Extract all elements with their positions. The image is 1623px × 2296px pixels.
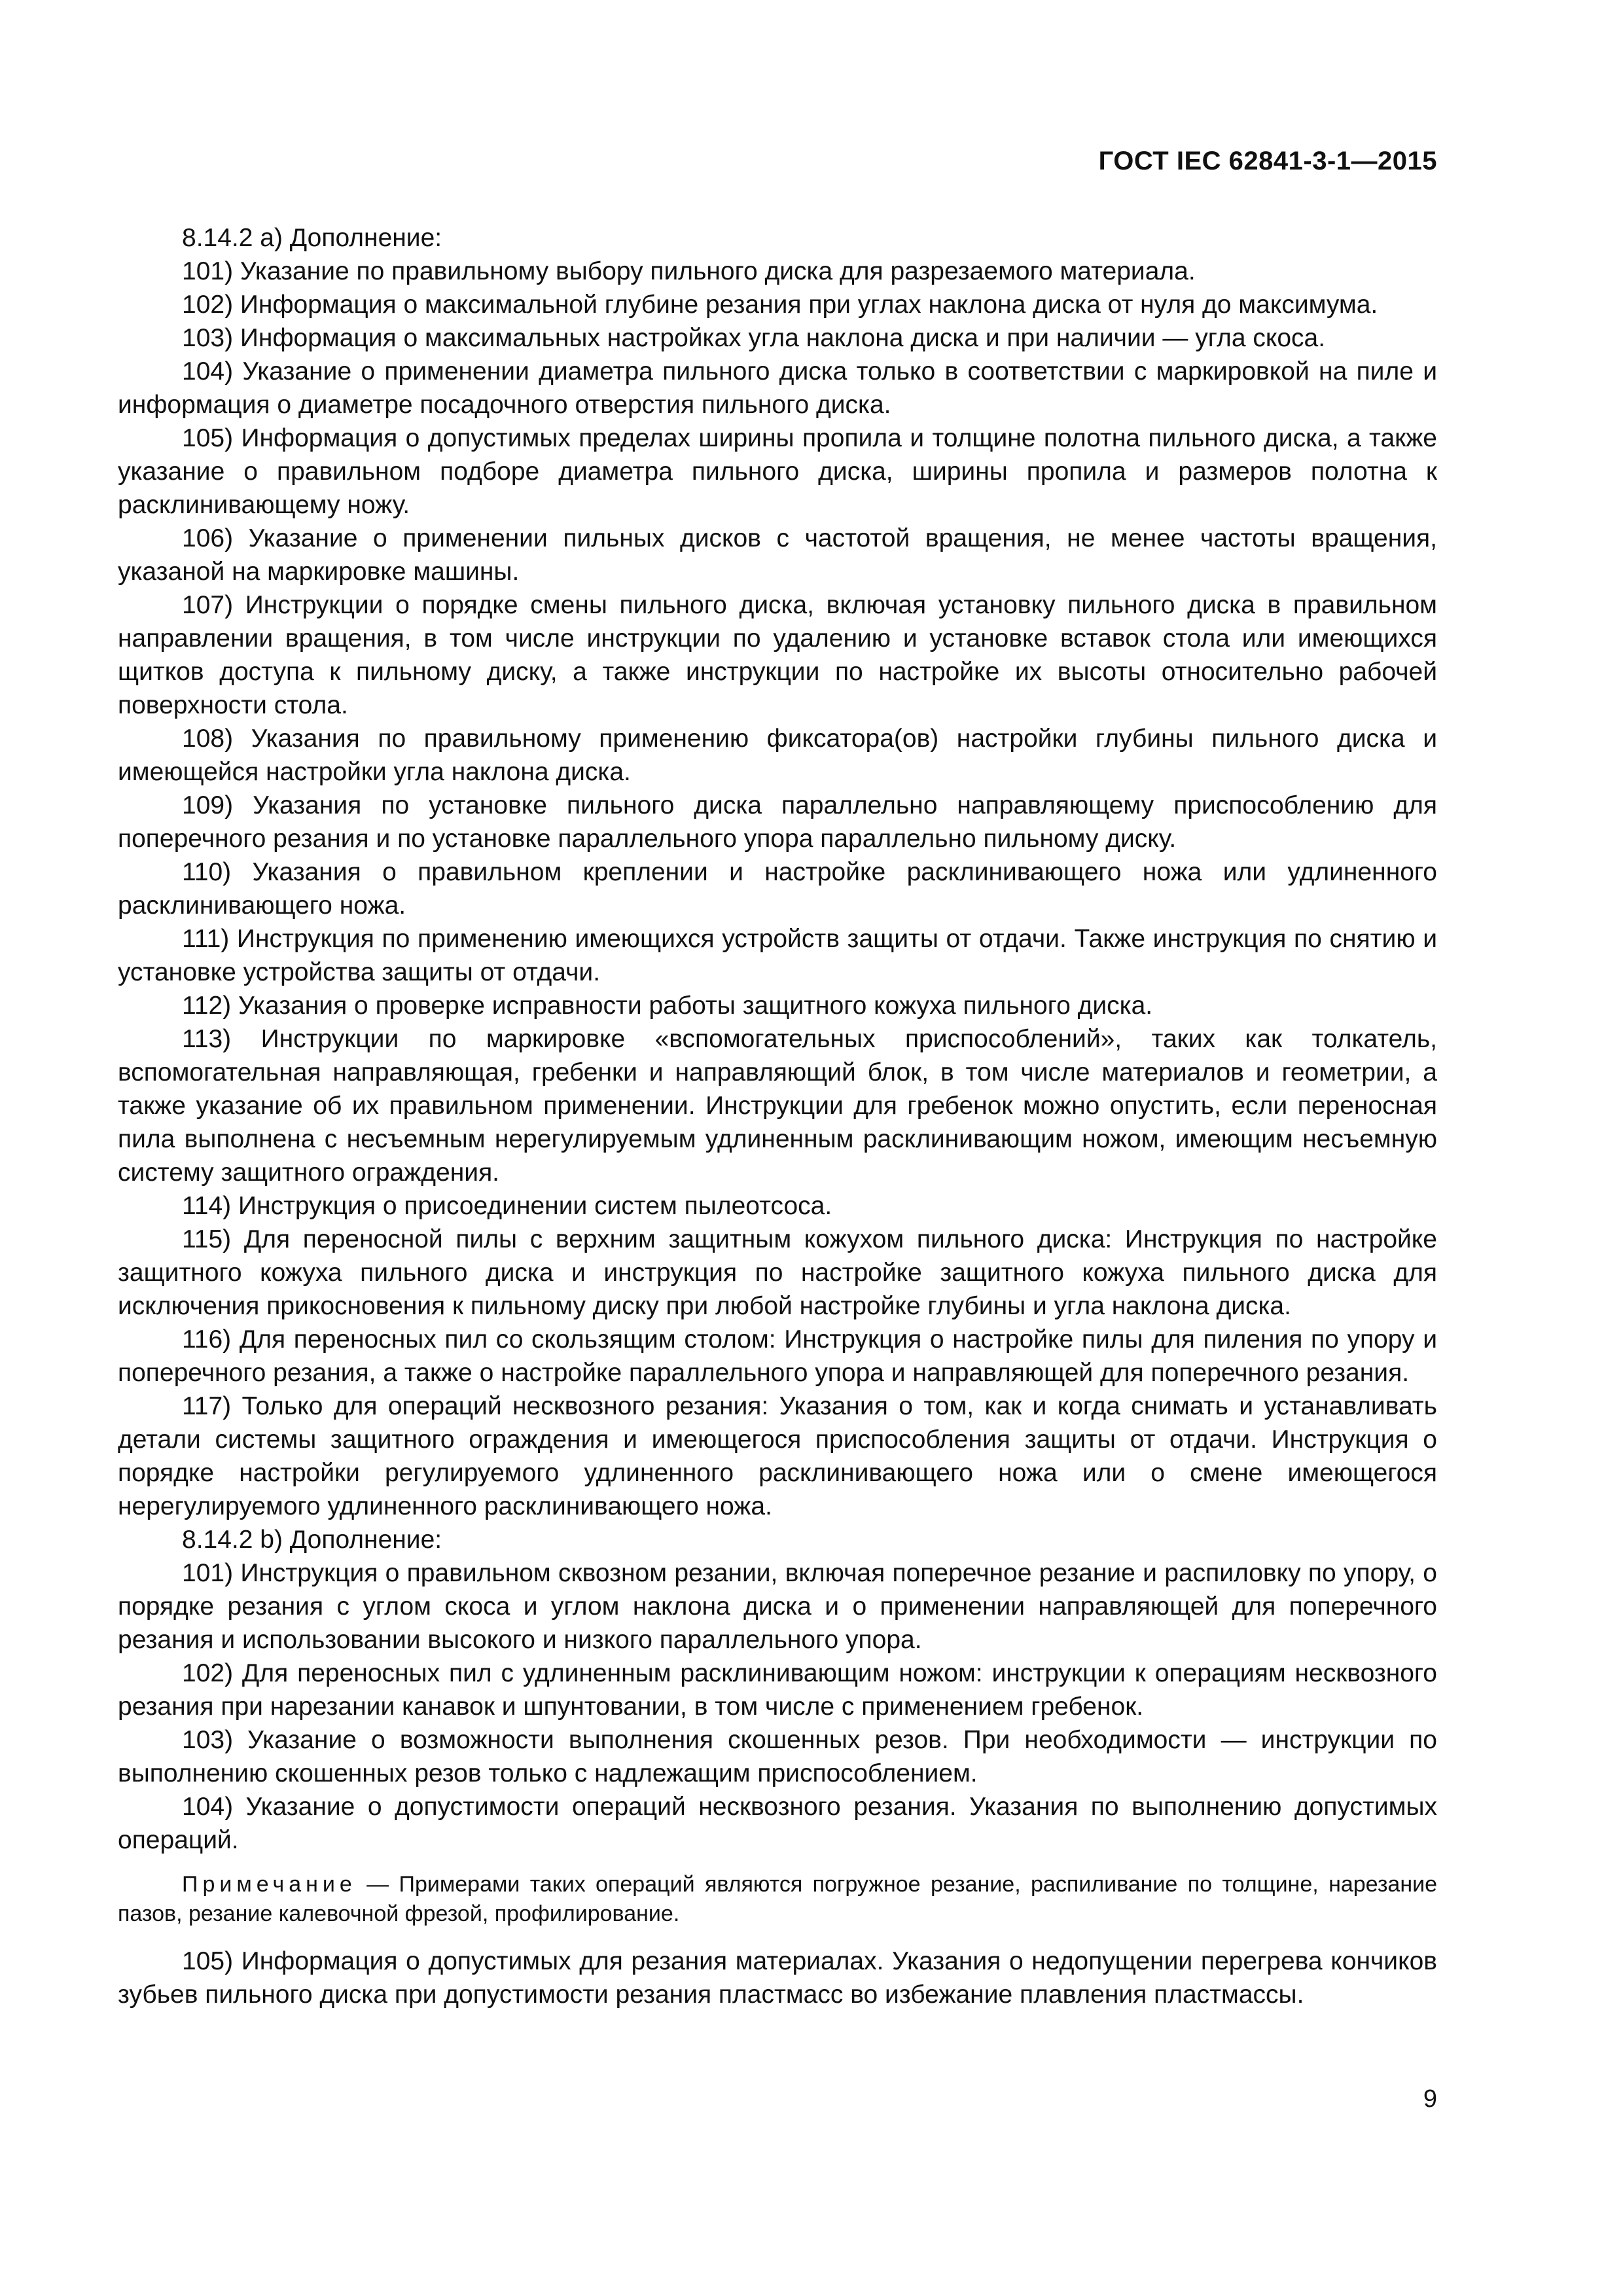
- paragraph: 114) Инструкция о присоединении систем пылеотсоса.: [182, 1192, 832, 1220]
- paragraph: 104) Указание о допустимости операций несквозного резания. Указания по выполнению допустимых операций.: [118, 1793, 1437, 1854]
- paragraph: 103) Информация о максимальных настройках угла наклона диска и при наличии — угла скоса.: [182, 324, 1326, 352]
- page-number: 9: [1423, 2085, 1437, 2113]
- paragraph: 115) Для переносной пилы с верхним защитным кожухом пильного диска: Инструкция по настройке защитного кожуха пильного диска и инструкция по настройке защитного кожуха пильного диска для исключения прикосновения к пильному диску при любой настройке глубины и угла наклона диска.: [118, 1225, 1437, 1320]
- paragraph: 112) Указания о проверке исправности работы защитного кожуха пильного диска.: [182, 992, 1153, 1020]
- section-heading-8-14-2-a: 8.14.2 a) Дополнение:: [182, 224, 442, 252]
- document-header: ГОСТ IEC 62841-3-1—2015: [1098, 147, 1437, 175]
- section-heading-8-14-2-b: 8.14.2 b) Дополнение:: [182, 1526, 442, 1554]
- note: [118, 1870, 1437, 1929]
- paragraph: 106) Указание о применении пильных дисков с частотой вращения, не менее частоты вращения, указаной на маркировке машины.: [118, 524, 1437, 586]
- paragraph: 110) Указания о правильном креплении и настройке расклинивающего ножа или удлиненного расклинивающего ножа.: [118, 858, 1437, 920]
- paragraph: 102) Для переносных пил с удлиненным расклинивающим ножом: инструкции к операциям несквозного резания при нарезании канавок и шпунтовании, в том числе с применением гребенок.: [118, 1659, 1437, 1721]
- paragraph: 105) Информация о допустимых пределах ширины пропила и толщине полотна пильного диска, а также указание о правильном подборе диаметра пильного диска, ширины пропила и размеров полотна к расклинивающему ножу.: [118, 424, 1437, 519]
- note-text: — Примерами таких операций являются погружное резание, распиливание по толщине, нарезание пазов, резание калевочной фрезой, профилирование.: [118, 1872, 1437, 1926]
- paragraph: 116) Для переносных пил со скользящим столом: Инструкция о настройке пилы для пиления по упору и поперечного резания, а также о настройке параллельного упора и направляющей для поперечного резания.: [118, 1325, 1437, 1387]
- paragraph: 108) Указания по правильному применению фиксатора(ов) настройки глубины пильного диска и имеющейся настройки угла наклона диска.: [118, 725, 1437, 786]
- paragraph: 117) Только для операций несквозного резания: Указания о том, как и когда снимать и устанавливать детали системы защитного ограждения и имеющегося приспособления защиты от отдачи. Инструкция о порядке настройки регулируемого удлиненного расклинивающего ножа или о смене имеющегося нерегулируемого удлиненного расклинивающего ножа.: [118, 1392, 1437, 1520]
- paragraph: 103) Указание о возможности выполнения скошенных резов. При необходимости — инструкции по выполнению скошенных резов только с надлежащим приспособлением.: [118, 1726, 1437, 1787]
- paragraph: 104) Указание о применении диаметра пильного диска только в соответствии с маркировкой на пиле и информация о диаметре посадочного отверстия пильного диска.: [118, 357, 1437, 419]
- paragraph: 105) Информация о допустимых для резания материалах. Указания о недопущении перегрева кончиков зубьев пильного диска при допустимости резания пластмасс во избежание плавления пластмассы.: [118, 1947, 1437, 2009]
- paragraph: 113) Инструкции по маркировке «вспомогательных приспособлений», таких как толкатель, вспомогательная направляющая, гребенки и направляющий блок, в том числе материалов и геометрии, а также указание об их правильном применении. Инструкции для гребенок можно опустить, если переносная пила выполнена с несъемным нерегулируемым удлиненным расклинивающим ножом, имеющим несъемную систему защитного ограждения.: [118, 1025, 1437, 1187]
- paragraph: 107) Инструкции о порядке смены пильного диска, включая установку пильного диска в правильном направлении вращения, в том числе инструкции по удалению и установке вставок стола или имеющихся щитков доступа к пильному диску, а также инструкции по настройке их высоты относительно рабочей поверхности стола.: [118, 591, 1437, 719]
- paragraph: 111) Инструкция по применению имеющихся устройств защиты от отдачи. Также инструкция по снятию и установке устройства защиты от отдачи.: [118, 925, 1437, 986]
- document-body: [118, 221, 1437, 2011]
- paragraph: 101) Указание по правильному выбору пильного диска для разрезаемого материала.: [182, 257, 1196, 285]
- paragraph: 109) Указания по установке пильного диска параллельно направляющему приспособлению для поперечного резания и по установке параллельного упора параллельно пильному диску.: [118, 791, 1437, 853]
- note-label: Примечание: [182, 1872, 357, 1897]
- paragraph: 102) Информация о максимальной глубине резания при углах наклона диска от нуля до максимума.: [182, 291, 1378, 319]
- paragraph: 101) Инструкция о правильном сквозном резании, включая поперечное резание и распиловку по упору, о порядке резания с углом скоса и углом наклона диска и о применении направляющей для поперечного резания и использовании высокого и низкого параллельного упора.: [118, 1559, 1437, 1654]
